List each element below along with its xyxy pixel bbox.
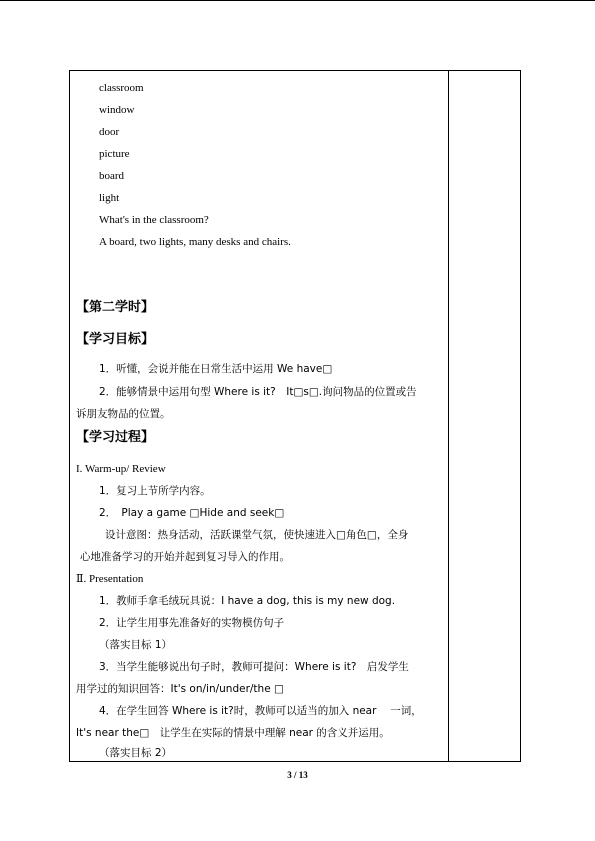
warmup-step-1: 1．复习上节所学内容。: [99, 485, 211, 497]
vocab-item: picture: [99, 148, 130, 160]
presentation-step-3-line-2: 用学过的知识回答：It's on/in/under/the □: [76, 683, 284, 695]
vocab-item: light: [99, 192, 120, 204]
vocab-item: door: [99, 126, 120, 138]
presentation-step-3-line-1: 3．当学生能够说出句子时，教师可提问：Where is it? 启发学生: [99, 661, 409, 673]
question-sentence: What's in the classroom?: [99, 214, 209, 226]
table-column-divider: [448, 70, 449, 762]
goal-note-2: （落实目标 2）: [99, 747, 173, 759]
goal-1: 1．听懂，会说并能在日常生活中运用 We have□: [99, 363, 333, 375]
presentation-step-1: 1．教师手拿毛绒玩具说：I have a dog, this is my new dog.: [99, 595, 396, 607]
lesson-heading: 【第二学时】: [76, 300, 155, 315]
presentation-step-2: 2．让学生用事先准备好的实物模仿句子: [99, 617, 285, 629]
warmup-step-2: 2． Play a game □Hide and seek□: [99, 507, 285, 519]
section-warmup: I. Warm-up/ Review: [76, 463, 166, 475]
vocab-item: board: [99, 170, 125, 182]
section-presentation: Ⅱ. Presentation: [76, 573, 144, 585]
goal-note-1: （落实目标 1）: [99, 639, 173, 651]
design-intent-line-2: 心地准备学习的开始并起到复习导入的作用。: [80, 551, 290, 563]
vocab-item: window: [99, 104, 135, 116]
process-heading: 【学习过程】: [76, 430, 155, 445]
vocab-item: classroom: [99, 82, 144, 94]
design-intent-line-1: 设计意图：热身活动，活跃课堂气氛，使快速进入□角色□，全身: [105, 529, 409, 541]
goals-heading: 【学习目标】: [76, 332, 155, 347]
goal-2-line-2: 诉朋友物品的位置。: [76, 408, 171, 420]
presentation-step-4-line-2: It's near the□ 让学生在实际的情景中理解 near 的含义并运用。: [76, 727, 390, 739]
goal-2-line-1: 2．能够情景中运用句型 Where is it? It□s□.询问物品的位置或告: [99, 386, 417, 398]
answer-sentence: A board, two lights, many desks and chairs.: [99, 236, 291, 248]
top-rule: [0, 0, 595, 1]
page-number: 3 / 13: [287, 770, 308, 780]
presentation-step-4-line-1: 4．在学生回答 Where is it?时，教师可以适当的加入 near 一词，: [99, 705, 422, 717]
